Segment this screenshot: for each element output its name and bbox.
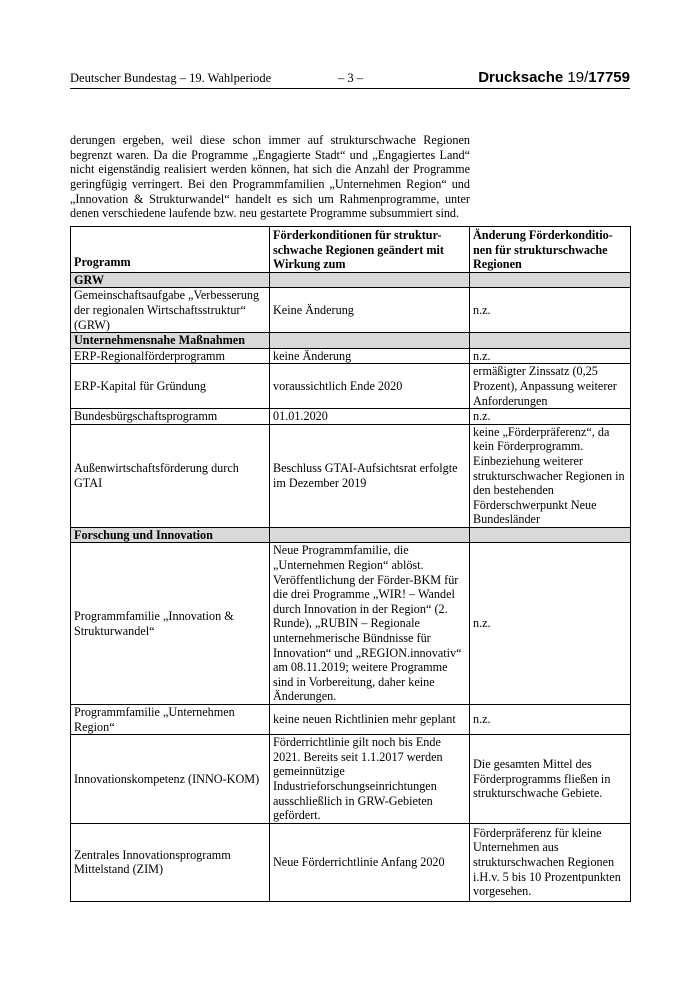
- doc-number: 17759: [588, 69, 630, 86]
- cell-program: Programmfamilie „Unternehmen Region“: [71, 705, 270, 735]
- cell-conditions: keine neuen Richtlinien mehr geplant: [270, 705, 470, 735]
- table-row: [71, 543, 631, 705]
- section-label: Unternehmensnahe Maßnahmen: [71, 333, 270, 349]
- cell-change: Die gesamten Mittel des Förderprogramms fließen in strukturschwache Gebiete.: [470, 735, 631, 824]
- page-header: [70, 71, 630, 89]
- cell-conditions: Neue Programmfamilie, die „Unternehmen Region“ ablöst. Veröffentlichung der Förder-BKM für die drei Programme „WIR! – Wandel durch Innovation in der Region“ (2. Runde), „RUBIN – Regionale unternehmerische Bündnisse für Innovation“ und „REGION.innovativ“ am 08.11.2019; weitere Programme sind in Vorbereitung, daher keine Änderungen.: [270, 543, 470, 705]
- cell-conditions: Keine Änderung: [270, 288, 470, 333]
- cell-conditions: Förderrichtlinie gilt noch bis Ende 2021. Bereits seit 1.1.2017 werden gemeinnützige Industrieforschungseinrichtungen ausschließlich in GRW-Gebieten gefördert.: [270, 735, 470, 824]
- document-number: [478, 69, 630, 86]
- section-label: Forschung und Innovation: [71, 527, 270, 543]
- cell-conditions: Beschluss GTAI-Aufsichtsrat erfolgte im Dezember 2019: [270, 424, 470, 527]
- section-label: GRW: [71, 272, 270, 288]
- cell-program: Gemeinschaftsaufgabe „Verbesserung der regionalen Wirtschaftsstruktur“ (GRW): [71, 288, 270, 333]
- intro-paragraph: derungen ergeben, weil diese schon immer auf strukturschwache Regionen begrenzt waren. Da die Programme „Engagierte Stadt“ und „Engagiertes Land“ nicht eigenständig realisiert werden können, hat sich die Anzahl der Programme geringfügig verringert. Bei den Programmfamilien „Unternehmen Region“ und „Innovation & Strukturwandel“ handelt es sich um Rahmenprogramme, unter denen verschiedene laufende bzw. neu gestartete Programme subsummiert sind.: [70, 133, 470, 221]
- cell-program: Programmfamilie „Innovation & Strukturwandel“: [71, 543, 270, 705]
- cell-program: Außenwirtschaftsförderung durch GTAI: [71, 424, 270, 527]
- section-row-grw: [71, 272, 631, 288]
- doc-prefix: 19/: [567, 69, 589, 86]
- cell-change: n.z.: [470, 288, 631, 333]
- header-rule: [70, 88, 630, 89]
- cell-program: Zentrales Innovationsprogramm Mittelstand (ZIM): [71, 823, 270, 901]
- col-header-change: Änderung Förderkonditio- nen für strukturschwache Regionen: [470, 227, 631, 273]
- table-row: [71, 424, 631, 527]
- header-publisher: Deutscher Bundestag – 19. Wahlperiode: [70, 71, 272, 85]
- col-header-conditions: Förderkonditionen für struktur- schwache Regionen geändert mit Wirkung zum: [270, 227, 470, 273]
- cell-change: ermäßigter Zinssatz (0,25 Prozent), Anpassung weiterer Anforderungen: [470, 364, 631, 409]
- table-row: [71, 288, 631, 333]
- cell-change: keine „Förderpräferenz“, da kein Förderprogramm. Einbeziehung weiterer strukturschwacher Regionen in den bestehenden Förderschwerpunkt Neue Bundesländer: [470, 424, 631, 527]
- cell-program: Bundesbürgschaftsprogramm: [71, 409, 270, 425]
- cell-program: ERP-Kapital für Gründung: [71, 364, 270, 409]
- cell-program: Innovationskompetenz (INNO-KOM): [71, 735, 270, 824]
- doc-label: Drucksache: [478, 69, 568, 86]
- cell-change: n.z.: [470, 543, 631, 705]
- cell-conditions: Neue Förderrichtlinie Anfang 2020: [270, 823, 470, 901]
- col-header-program: Programm: [71, 227, 270, 273]
- table-row: [71, 348, 631, 364]
- page-number: – 3 –: [338, 71, 363, 85]
- table-row: [71, 823, 631, 901]
- section-row-forschung: [71, 527, 631, 543]
- table-row: [71, 735, 631, 824]
- table-header-row: [71, 227, 631, 273]
- cell-change: n.z.: [470, 348, 631, 364]
- table-row: [71, 705, 631, 735]
- program-table: [70, 226, 631, 902]
- cell-conditions: 01.01.2020: [270, 409, 470, 425]
- section-row-unternehmen: [71, 333, 631, 349]
- cell-conditions: voraussichtlich Ende 2020: [270, 364, 470, 409]
- table-row: [71, 364, 631, 409]
- cell-program: ERP-Regionalförderprogramm: [71, 348, 270, 364]
- table-row: [71, 409, 631, 425]
- cell-change: n.z.: [470, 409, 631, 425]
- cell-change: Förderpräferenz für kleine Unternehmen aus strukturschwachen Regionen i.H.v. 5 bis 10 Prozentpunkten vorgesehen.: [470, 823, 631, 901]
- cell-conditions: keine Änderung: [270, 348, 470, 364]
- cell-change: n.z.: [470, 705, 631, 735]
